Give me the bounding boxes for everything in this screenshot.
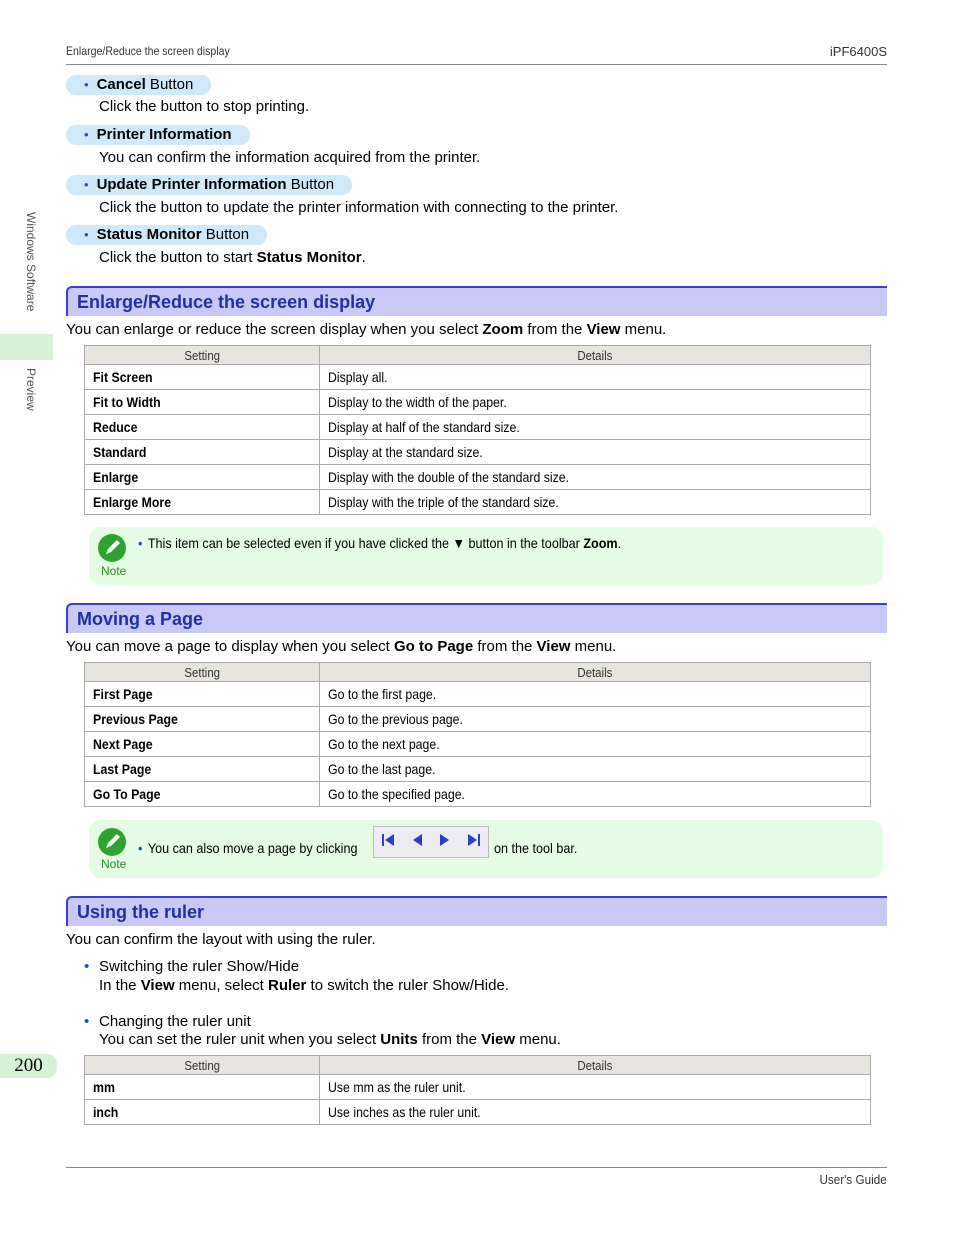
paging-note-text	[138, 840, 357, 856]
paging-note-post: on the tool bar.	[494, 840, 578, 856]
header-details: Details	[320, 346, 871, 365]
first-page-icon[interactable]	[380, 832, 396, 852]
setting-cell: Enlarge	[85, 465, 320, 490]
table-row	[85, 440, 871, 465]
pill-label-rest: Button	[286, 176, 335, 193]
details-cell: Go to the next page.	[320, 732, 871, 757]
header-details: Details	[320, 1056, 871, 1075]
bullet: •	[84, 227, 89, 242]
intro-text: You can move a page to display when you select	[66, 638, 394, 655]
ruler-item-show-hide-desc	[99, 977, 509, 994]
table-row	[85, 390, 871, 415]
note-text: You can also move a page by clicking	[147, 840, 358, 856]
bullet: •	[84, 958, 90, 975]
previous-page-icon[interactable]	[409, 832, 425, 852]
running-header-section: Enlarge/Reduce the screen display	[66, 44, 230, 58]
bullet: •	[84, 77, 89, 92]
desc-text: Click the button to start	[99, 249, 257, 266]
pill-label-bold: Status Monitor	[96, 226, 202, 243]
note-text: .	[617, 535, 622, 551]
note-label: Note	[101, 564, 127, 578]
desc-text: In the	[99, 977, 141, 994]
intro-text: from the	[473, 638, 537, 655]
bullet: •	[138, 535, 143, 551]
zoom-intro	[66, 321, 666, 338]
last-page-icon[interactable]	[466, 832, 482, 852]
pill-label-rest: Button	[201, 226, 250, 243]
section-title-paging: Moving a Page	[77, 609, 204, 629]
desc-text: menu.	[515, 1031, 561, 1048]
update-printer-information-description: Click the button to update the printer information with connecting to the printer.	[99, 199, 619, 216]
intro-text: from the	[523, 321, 587, 338]
pill-label-bold: Update Printer Information	[96, 176, 287, 193]
section-title-ruler: Using the ruler	[77, 902, 205, 922]
footer-divider	[66, 1167, 887, 1168]
table-row	[85, 1100, 871, 1125]
note-pencil-icon	[98, 534, 126, 562]
setting-cell: Standard	[85, 440, 320, 465]
details-cell: Go to the first page.	[320, 682, 871, 707]
ruler-item-unit-head: Changing the ruler unit	[99, 1013, 251, 1030]
ruler-table	[84, 1055, 871, 1125]
setting-cell: mm	[85, 1075, 320, 1100]
pill-update-printer-information	[66, 175, 352, 195]
note-text: This item can be selected even if you have clicked the ▼ button in the toolbar	[147, 535, 584, 551]
setting-cell: Fit to Width	[85, 390, 320, 415]
bullet: •	[84, 1013, 90, 1030]
details-cell: Display all.	[320, 365, 871, 390]
note-label: Note	[101, 857, 127, 871]
next-page-icon[interactable]	[437, 832, 453, 852]
note-pencil-icon	[98, 828, 126, 856]
desc-bold: View	[481, 1031, 516, 1048]
intro-text: You can enlarge or reduce the screen display when you select	[66, 321, 483, 338]
table-row	[85, 465, 871, 490]
setting-cell: Last Page	[85, 757, 320, 782]
setting-cell: Fit Screen	[85, 365, 320, 390]
intro-text: menu.	[570, 638, 617, 655]
pill-cancel-button	[66, 75, 211, 95]
side-tab-preview[interactable]: Preview	[24, 368, 38, 411]
header-setting: Setting	[85, 663, 320, 682]
desc-text: to switch the ruler Show/Hide.	[306, 977, 509, 994]
details-cell: Go to the last page.	[320, 757, 871, 782]
table-row	[85, 682, 871, 707]
side-tab-highlight	[0, 334, 53, 360]
setting-cell: inch	[85, 1100, 320, 1125]
intro-bold: View	[536, 638, 571, 655]
zoom-table	[84, 345, 871, 515]
paging-table	[84, 662, 871, 807]
pill-label-bold: Printer Information	[96, 126, 232, 143]
table-row	[85, 415, 871, 440]
side-tab-windows-software[interactable]: Windows Software	[24, 212, 38, 312]
header-setting: Setting	[85, 346, 320, 365]
setting-cell: Enlarge More	[85, 490, 320, 515]
running-header-model: iPF6400S	[829, 44, 887, 59]
bullet: •	[84, 177, 89, 192]
table-row	[85, 757, 871, 782]
ruler-item-show-hide-head: Switching the ruler Show/Hide	[99, 958, 300, 975]
setting-cell: Next Page	[85, 732, 320, 757]
details-cell: Display at the standard size.	[320, 440, 871, 465]
pill-label-bold: Cancel	[96, 76, 146, 93]
desc-bold: Status Monitor	[256, 249, 362, 266]
note-bold: Zoom	[583, 535, 618, 551]
desc-bold: View	[140, 977, 175, 994]
paging-intro	[66, 638, 616, 655]
header-divider	[66, 64, 887, 65]
desc-text: You can set the ruler unit when you select	[99, 1031, 381, 1048]
header-setting: Setting	[85, 1056, 320, 1075]
table-row	[85, 365, 871, 390]
desc-bold: Units	[380, 1031, 418, 1048]
printer-information-description: You can confirm the information acquired from the printer.	[99, 149, 481, 166]
page-number: 200	[0, 1054, 57, 1078]
header-details: Details	[320, 663, 871, 682]
intro-bold: Go to Page	[394, 638, 474, 655]
desc-bold: Ruler	[268, 977, 307, 994]
desc-text: from the	[417, 1031, 482, 1048]
setting-cell: Previous Page	[85, 707, 320, 732]
details-cell: Display with the double of the standard size.	[320, 465, 871, 490]
bullet: •	[138, 840, 143, 856]
details-cell: Go to the specified page.	[320, 782, 871, 807]
zoom-note-text	[138, 535, 621, 551]
table-header-row	[85, 663, 871, 682]
status-monitor-description	[99, 249, 366, 266]
details-cell: Use inches as the ruler unit.	[320, 1100, 871, 1125]
table-header-row	[85, 1056, 871, 1075]
table-row	[85, 732, 871, 757]
cancel-description: Click the button to stop printing.	[99, 98, 310, 115]
pill-printer-information	[66, 125, 250, 145]
desc-text: menu, select	[174, 977, 269, 994]
ruler-intro: You can confirm the layout with using the ruler.	[66, 931, 376, 948]
section-title-zoom: Enlarge/Reduce the screen display	[77, 292, 376, 312]
details-cell: Go to the previous page.	[320, 707, 871, 732]
page-navigation-toolbar	[373, 826, 489, 858]
ruler-item-unit-desc	[99, 1031, 561, 1048]
table-row	[85, 490, 871, 515]
setting-cell: Go To Page	[85, 782, 320, 807]
table-row	[85, 782, 871, 807]
table-row	[85, 707, 871, 732]
bullet: •	[84, 127, 89, 142]
details-cell: Display at half of the standard size.	[320, 415, 871, 440]
table-row	[85, 1075, 871, 1100]
details-cell: Use mm as the ruler unit.	[320, 1075, 871, 1100]
intro-text: menu.	[620, 321, 667, 338]
table-header-row	[85, 346, 871, 365]
pill-status-monitor	[66, 225, 267, 245]
desc-text: .	[361, 249, 366, 266]
intro-bold: View	[586, 321, 621, 338]
setting-cell: Reduce	[85, 415, 320, 440]
details-cell: Display to the width of the paper.	[320, 390, 871, 415]
setting-cell: First Page	[85, 682, 320, 707]
pill-label-rest: Button	[145, 76, 194, 93]
footer-guide: User's Guide	[819, 1172, 887, 1187]
intro-bold: Zoom	[482, 321, 524, 338]
details-cell: Display with the triple of the standard size.	[320, 490, 871, 515]
